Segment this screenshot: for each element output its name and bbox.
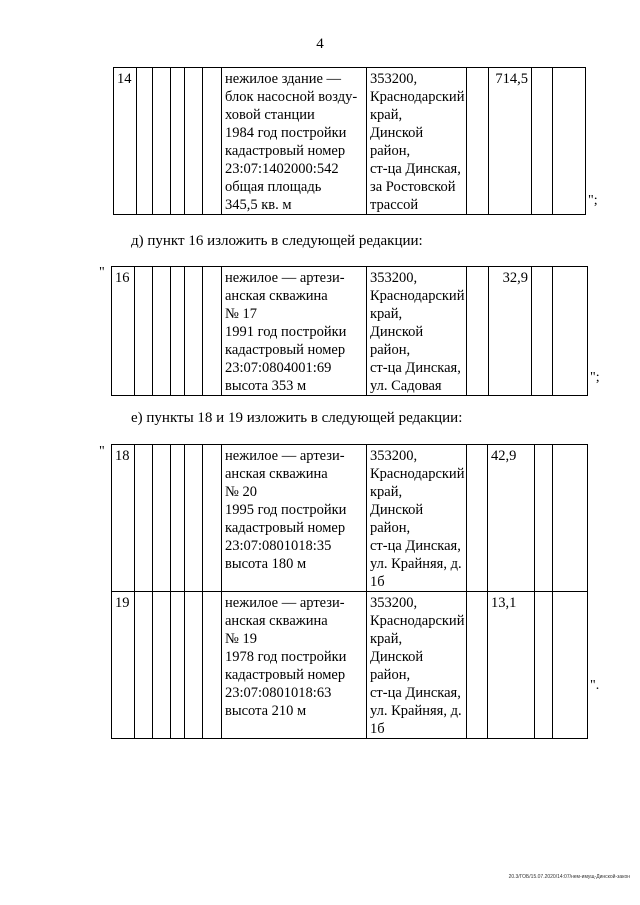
- cell-line: анская скважина: [225, 466, 328, 482]
- cell-line: край,: [370, 107, 403, 123]
- item-number: 18: [112, 445, 135, 592]
- cell-line: нежилое — артези-: [225, 270, 345, 286]
- empty-cell: [135, 267, 153, 396]
- open-quote-mark: ": [99, 444, 105, 459]
- open-quote-mark: ": [99, 265, 105, 280]
- empty-cell: [171, 267, 185, 396]
- empty-cell: [153, 445, 171, 592]
- page-number: 4: [316, 36, 324, 52]
- empty-cell: [171, 68, 185, 215]
- cell-line: 1978 год постройки: [225, 649, 347, 665]
- item-address: [367, 68, 467, 215]
- cell-line: край,: [370, 306, 403, 322]
- cell-line: высота 180 м: [225, 556, 307, 572]
- cell-line: 23:07:0804001:69: [225, 360, 332, 376]
- cell-line: 353200,: [370, 270, 418, 286]
- empty-cell: [135, 445, 153, 592]
- cell-line: Динской район,: [370, 324, 424, 358]
- empty-cell: [203, 267, 222, 396]
- cell-line: ст-ца Динская,: [370, 360, 461, 376]
- cell-line: нежилое здание —: [225, 71, 342, 87]
- cell-line: анская скважина: [225, 288, 328, 304]
- empty-cell: [153, 68, 171, 215]
- cell-line: нежилое — артези-: [225, 595, 345, 611]
- cell-line: 1995 год постройки: [225, 502, 347, 518]
- cell-line: Краснодарский: [370, 466, 465, 482]
- cell-line: ст-ца Динская,: [370, 685, 461, 701]
- empty-cell: [553, 445, 588, 592]
- cell-line: Краснодарский: [370, 89, 465, 105]
- empty-cell: [553, 267, 588, 396]
- cell-line: кадастровый номер: [225, 143, 346, 159]
- cell-line: ст-ца Динская,: [370, 538, 461, 554]
- empty-cell: [185, 68, 203, 215]
- empty-cell: [137, 68, 153, 215]
- empty-cell: [532, 267, 553, 396]
- empty-cell: [553, 68, 586, 215]
- paragraph-e: е) пункты 18 и 19 изложить в следующей редакции:: [131, 410, 463, 426]
- empty-cell: [532, 68, 553, 215]
- item-address: [367, 592, 467, 739]
- table-item-16: [111, 266, 588, 396]
- empty-cell: [185, 445, 203, 592]
- cell-line: анская скважина: [225, 613, 328, 629]
- footer-stamp: 20.3/ГОБ/15.07.2020/14:07/нем-имущ-Динской-закон: [508, 874, 630, 880]
- cell-line: Краснодарский: [370, 613, 465, 629]
- cell-line: 1984 год постройки: [225, 125, 347, 141]
- cell-line: 1991 год постройки: [225, 324, 347, 340]
- item-address: [367, 267, 467, 396]
- item-description: [222, 592, 367, 739]
- cell-line: высота 353 м: [225, 378, 307, 394]
- cell-line: № 20: [225, 484, 257, 500]
- empty-cell: [185, 592, 203, 739]
- cell-line: кадастровый номер: [225, 342, 346, 358]
- cell-line: Краснодарский: [370, 288, 465, 304]
- cell-line: кадастровый номер: [225, 667, 346, 683]
- cell-line: № 17: [225, 306, 257, 322]
- cell-line: блок насосной возду-: [225, 89, 358, 105]
- item-number: 16: [112, 267, 135, 396]
- close-quote-mark: ".: [590, 678, 600, 693]
- empty-cell: [135, 592, 153, 739]
- cell-line: Динской район,: [370, 502, 424, 536]
- item-address: [367, 445, 467, 592]
- item-value: 13,1: [488, 592, 535, 739]
- cell-line: 23:07:0801018:35: [225, 538, 332, 554]
- empty-cell: [203, 68, 222, 215]
- empty-cell: [171, 592, 185, 739]
- empty-cell: [467, 592, 488, 739]
- empty-cell: [171, 445, 185, 592]
- cell-line: высота 210 м: [225, 703, 307, 719]
- cell-line: ул. Садовая: [370, 378, 442, 394]
- empty-cell: [553, 592, 588, 739]
- table-item-14: [113, 67, 586, 215]
- item-number: 14: [114, 68, 137, 215]
- cell-line: 353200,: [370, 448, 418, 464]
- item-value: 32,9: [489, 267, 532, 396]
- cell-line: ховой станции: [225, 107, 315, 123]
- empty-cell: [153, 592, 171, 739]
- empty-cell: [467, 267, 489, 396]
- empty-cell: [535, 592, 553, 739]
- table-items-18-19: [111, 444, 588, 739]
- item-value: 42,9: [488, 445, 535, 592]
- cell-line: 353200,: [370, 595, 418, 611]
- item-number: 19: [112, 592, 135, 739]
- close-quote-mark: ";: [588, 193, 598, 208]
- empty-cell: [203, 445, 222, 592]
- item-description: [222, 445, 367, 592]
- cell-line: 353200,: [370, 71, 418, 87]
- item-description: [222, 68, 367, 215]
- cell-line: ст-ца Динская,: [370, 161, 461, 177]
- cell-line: 345,5 кв. м: [225, 197, 292, 213]
- item-value: 714,5: [489, 68, 532, 215]
- cell-line: кадастровый номер: [225, 520, 346, 536]
- cell-line: № 19: [225, 631, 257, 647]
- cell-line: Динской район,: [370, 125, 424, 159]
- empty-cell: [467, 68, 489, 215]
- cell-line: Динской район,: [370, 649, 424, 683]
- empty-cell: [535, 445, 553, 592]
- paragraph-d: д) пункт 16 изложить в следующей редакции:: [131, 233, 423, 249]
- cell-line: край,: [370, 631, 403, 647]
- close-quote-mark: ";: [590, 370, 600, 385]
- item-description: [222, 267, 367, 396]
- empty-cell: [185, 267, 203, 396]
- cell-line: 23:07:1402000:542: [225, 161, 339, 177]
- empty-cell: [153, 267, 171, 396]
- empty-cell: [467, 445, 488, 592]
- cell-line: за Ростовской: [370, 179, 456, 195]
- cell-line: нежилое — артези-: [225, 448, 345, 464]
- cell-line: 23:07:0801018:63: [225, 685, 332, 701]
- empty-cell: [203, 592, 222, 739]
- cell-line: трассой: [370, 197, 419, 213]
- cell-line: общая площадь: [225, 179, 322, 195]
- cell-line: край,: [370, 484, 403, 500]
- cell-line: ул. Крайняя, д. 1б: [370, 703, 462, 737]
- cell-line: ул. Крайняя, д. 1б: [370, 556, 462, 590]
